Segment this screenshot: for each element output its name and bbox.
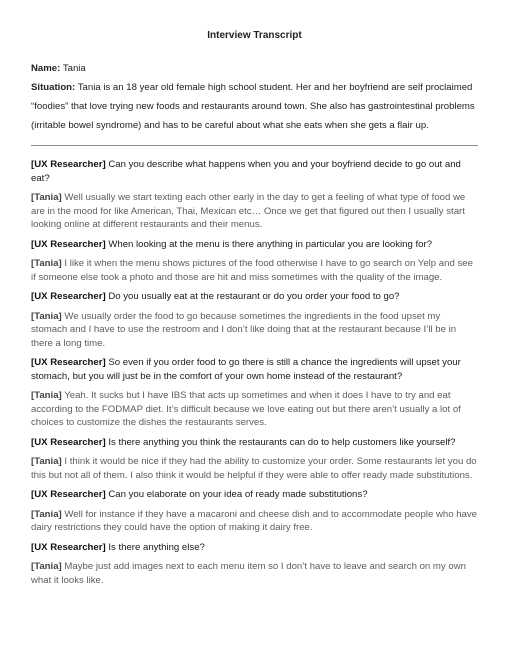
name-label: Name: [31,63,61,74]
transcript-turn [31,356,478,383]
speaker-label: [UX Researcher] [31,489,106,500]
turn-text: Well usually we start texting each other early in the day to get a feeling of what type of food we are in the mood for like American, Thai, Mexican etc… Once we get that figured out then I usually start looking online at different restaurants and their menus. [31,192,466,230]
document-title: Interview Transcript [207,30,302,41]
transcript-turn [31,389,478,430]
situation-text: Tania is an 18 year old female high school student. Her and her boyfriend are self proclaimed “foodies” that love trying new foods and restaurants around town. She also has gastrointestinal problems (irritable bowel syndrome) and has to be careful about what she eats when she gets a flair up. [31,82,475,131]
turn-text: Yeah. It sucks but I have IBS that acts up sometimes and when it does I have to try and eat according to the FODMAP diet. It’s difficult because we love eating out but there aren’t usually a lot of choices to customize the dishes the restaurants serves. [31,390,461,428]
situation-label: Situation: [31,82,76,93]
transcript-turn [31,290,478,304]
speaker-label: [UX Researcher] [31,541,106,553]
transcript-turn [31,436,478,450]
transcript-turn [31,257,478,284]
transcript-turn [31,560,478,587]
speaker-label: [Tania] [31,258,62,269]
speaker-label: [Tania] [31,456,62,467]
speaker-label: [Tania] [31,310,62,322]
speaker-label: [Tania] [31,508,62,520]
turn-text: Maybe just add images next to each menu item so I don’t have to leave and search on my own what it looks like. [31,561,466,586]
transcript-turn [31,455,478,482]
transcript-turn [31,508,478,535]
transcript-turn [31,191,478,232]
turn-text: Is there anything you think the restaurants can do to help customers like yourself? [108,436,456,448]
speaker-label: [UX Researcher] [31,159,106,170]
transcript-turn [31,158,478,185]
turn-text: I like it when the menu shows pictures of the food otherwise I have to go search on Yelp and see if someone else took a photo and those are hit and miss sometimes with the quality of the image. [31,258,473,283]
turn-text: Well for instance if they have a macaroni and cheese dish and to accommodate people who have dairy restrictions they could have the option of making it dairy free. [31,508,478,533]
turn-text: I think it would be nice if they had the ability to customize your order. Some restaurants let you do this but not all of them. I also think it would be helpful if they were able to offer ready made substitutions. [31,456,477,481]
speaker-label: [Tania] [31,390,62,401]
speaker-label: [UX Researcher] [31,238,106,250]
situation-paragraph [31,78,478,135]
turn-text: When looking at the menu is there anything in particular you are looking for? [108,238,433,250]
transcript-turn [31,488,478,502]
participant-name [31,59,478,78]
turn-text: Do you usually eat at the restaurant or do you order your food to go? [108,291,400,302]
transcript [31,158,478,587]
transcript-turn [31,310,478,351]
turn-text: We usually order the food to go because sometimes the ingredients in the food upset my stomach and I have to use the restroom and I don’t like doing that at the restaurant because I’ll be in there a long time. [31,310,457,349]
turn-text: Can you elaborate on your idea of ready made substitutions? [108,489,368,500]
section-divider [31,145,478,146]
speaker-label: [Tania] [31,192,62,203]
transcript-turn [31,238,478,252]
speaker-label: [UX Researcher] [31,357,106,368]
speaker-label: [Tania] [31,561,62,572]
turn-text: So even if you order food to go there is still a chance the ingredients will upset your stomach, but you will just be in the comfort of your own home instead of the restaurant? [31,357,461,382]
speaker-label: [UX Researcher] [31,291,106,302]
transcript-turn [31,541,478,555]
turn-text: Is there anything else? [108,541,205,553]
speaker-label: [UX Researcher] [31,436,106,448]
turn-text: Can you describe what happens when you and your boyfriend decide to go out and eat? [31,159,461,184]
name-value: Tania [62,63,86,74]
